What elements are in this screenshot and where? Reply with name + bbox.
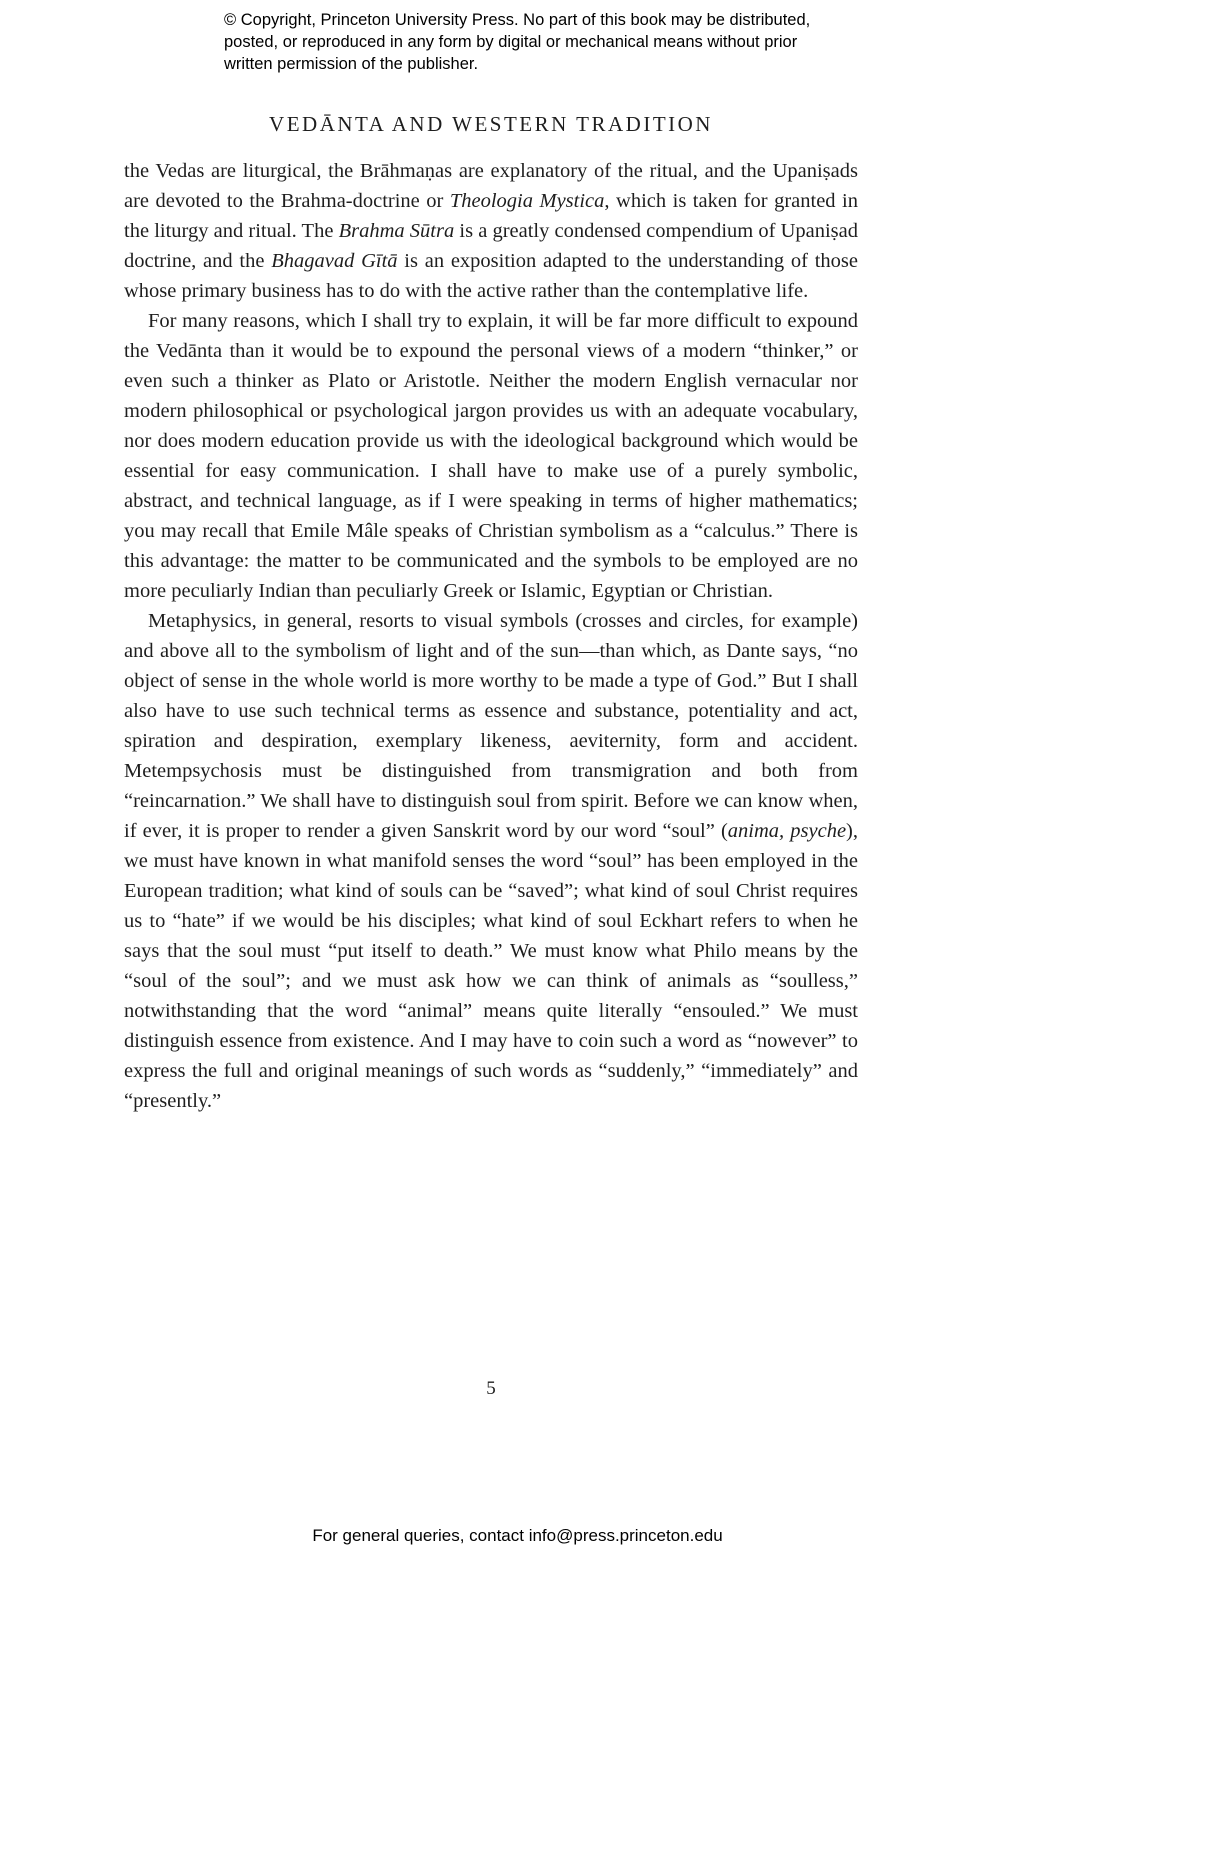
text-run: ), we must have known in what manifold senses the word “soul” has been employed in the European tradition; what kind of souls can be “saved”; what kind of soul Christ requires us to “hate” if we would be his disciples; what kind of soul Eckhart refers to when he says that the soul must “put itself to death.” We must know what Philo means by the “soul of the soul”; and we must ask how we can think of animals as “soulless,” notwithstanding that the word “animal” means quite literally “ensouled.” We must distinguish essence from existence. And I may have to coin such a word as “nowever” to express the full and original meanings of such words as “suddenly,” “immediately” and “presently.” xyxy=(124,820,858,1112)
italic-text-run: Theologia Mystica xyxy=(449,190,605,212)
paragraph xyxy=(124,306,858,606)
text-run: is a greatly condensed compendium of Upaniṣad doctrine, and the xyxy=(124,220,859,272)
page-title: VEDĀNTA AND WESTERN TRADITION xyxy=(269,112,713,136)
paragraph xyxy=(124,156,858,306)
text-run: , which is taken for granted in the liturgy and ritual. The xyxy=(124,190,859,242)
italic-text-run: Brahma Sūtra xyxy=(338,220,455,242)
page-number: 5 xyxy=(486,1378,496,1399)
italic-text-run: anima, psyche xyxy=(727,820,847,842)
footer-contact: For general queries, contact info@press.princeton.edu xyxy=(312,1526,723,1545)
text-run: the Vedas are liturgical, the Brāhmaṇas are explanatory of the ritual, and the Upaniṣads are devoted to the Brahma-doctrine or xyxy=(124,160,858,212)
paragraph xyxy=(124,606,858,1116)
italic-text-run: Bhagavad Gītā xyxy=(271,250,398,272)
text-run: Metaphysics, in general, resorts to visual symbols (crosses and circles, for example) and above all to the symbolism of light and of the sun—than which, as Dante says, “no object of sense in the whole world is more worthy to be made a type of God.” But I shall also have to use such technical terms as essence and substance, potentiality and act, spiration and despiration, exemplary likeness, aeviternity, form and accident. Metempsychosis must be distinguished from transmigration and both from “reincarnation.” We shall have to distinguish soul from spirit. Before we can know when, if ever, it is proper to render a given Sanskrit word by our word “soul” ( xyxy=(124,610,858,842)
text-run: is an exposition adapted to the understanding of those whose primary business has to do with the active rather than the contemplative life. xyxy=(124,250,858,302)
copyright-notice: © Copyright, Princeton University Press. No part of this book may be distributed, posted, or reproduced in any form by digital or mechanical means without prior written permission of the publisher. xyxy=(224,11,811,73)
body-text xyxy=(124,156,858,1116)
text-run: For many reasons, which I shall try to explain, it will be far more difficult to expound the Vedānta than it would be to expound the personal views of a modern “thinker,” or even such a thinker as Plato or Aristotle. Neither the modern English vernacular nor modern philosophical or psychological jargon provides us with an adequate vocabulary, nor does modern education provide us with the ideological background which would be essential for easy communication. I shall have to make use of a purely symbolic, abstract, and technical language, as if I were speaking in terms of higher mathematics; you may recall that Emile Mâle speaks of Christian symbolism as a “calculus.” There is this advantage: the matter to be communicated and the symbols to be employed are no more peculiarly Indian than peculiarly Greek or Islamic, Egyptian or Christian. xyxy=(124,310,858,602)
